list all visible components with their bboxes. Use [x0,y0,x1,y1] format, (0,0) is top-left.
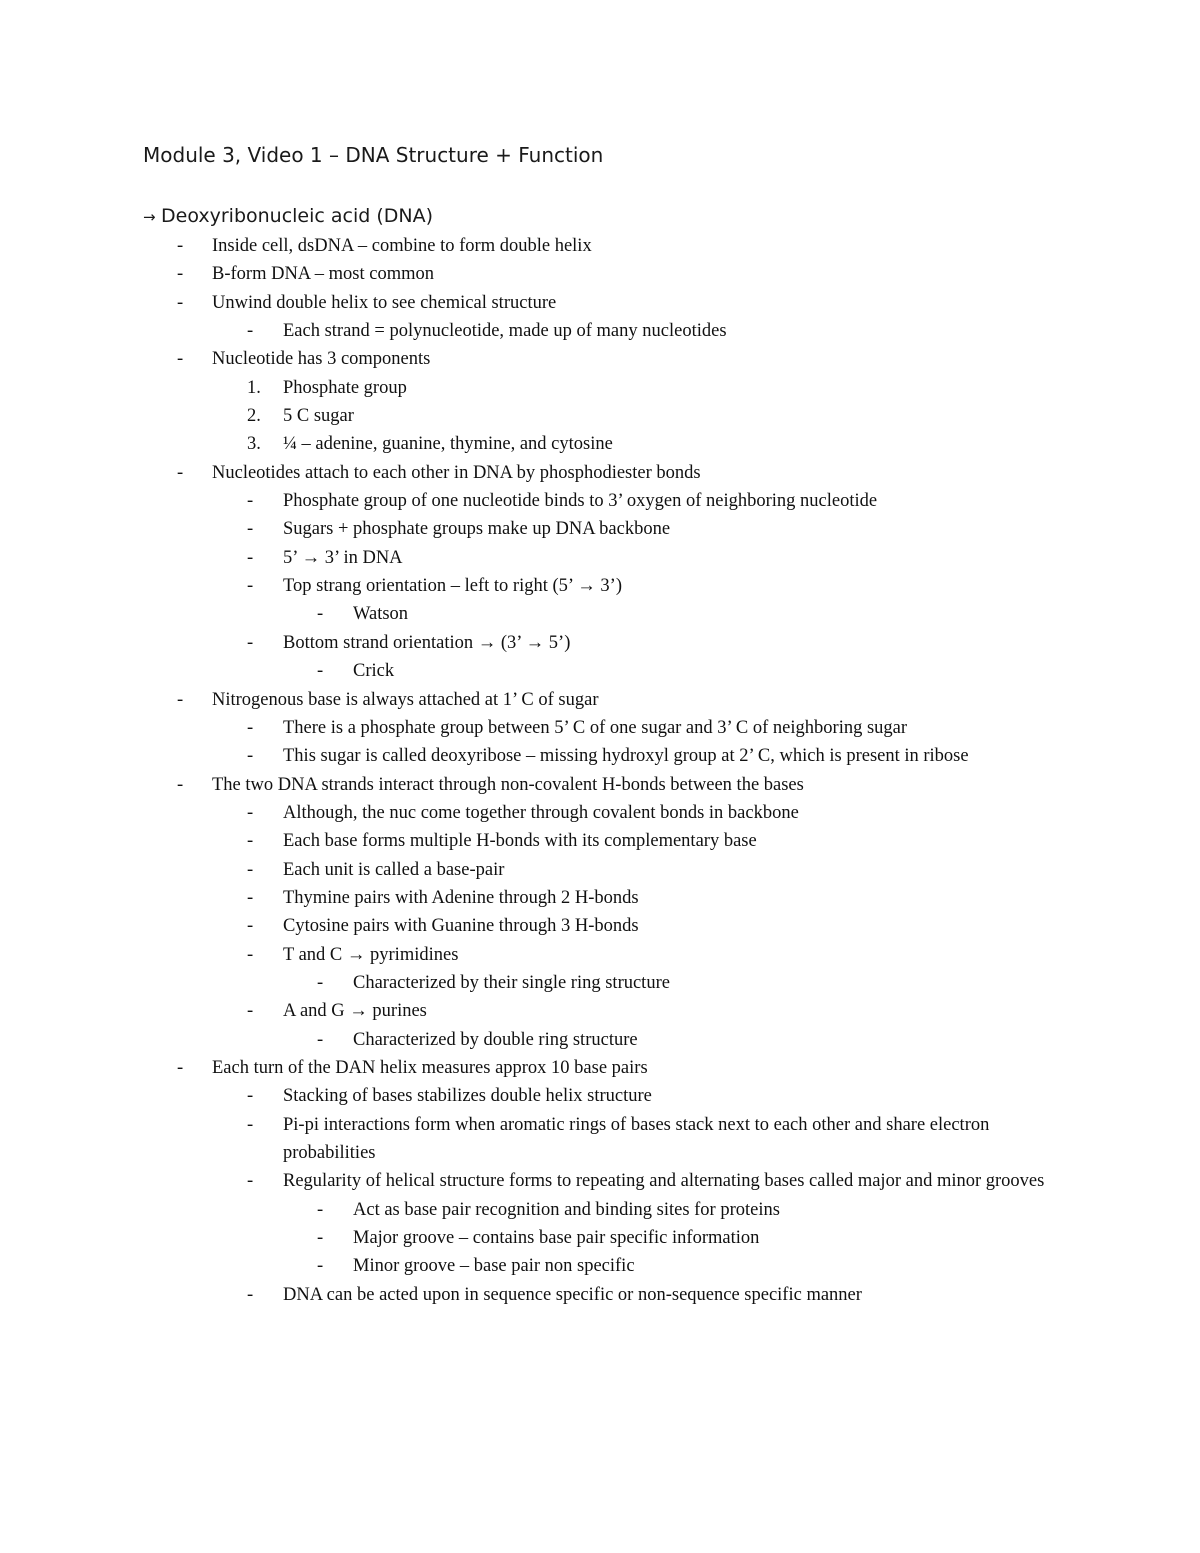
list-item-text: Sugars + phosphate groups make up DNA backbone [283,519,671,540]
bullet-marker: - [177,292,184,313]
list-item-text: Minor groove – base pair non specific [353,1256,635,1277]
list-item-text: Inside cell, dsDNA – combine to form double helix [212,236,592,256]
list-item [0,912,1200,940]
bullet-marker: - [247,632,254,653]
list-item [0,487,1200,515]
list-item-text: Phosphate group [283,377,407,398]
list-item [0,856,1200,884]
list-item-text: The two DNA strands interact through non-covalent H-bonds between the bases [212,774,804,795]
section-heading [143,202,433,231]
bullet-marker: - [177,1057,184,1078]
list-item-text: Phosphate group of one nucleotide binds to 3’ oxygen of neighboring nucleotide [283,491,878,512]
list-item-text: A and G → purines [283,1001,427,1022]
list-item-text: Thymine pairs with Adenine through 2 H-bonds [283,887,639,908]
bullet-marker: - [177,462,184,483]
bullet-marker: - [247,831,254,852]
list-item-text: Cytosine pairs with Guanine through 3 H-bonds [283,916,639,937]
list-item [0,629,1200,657]
bullet-marker: - [317,1199,324,1220]
bullet-marker: - [317,604,324,625]
bullet-marker: - [317,1228,324,1249]
list-item [0,686,1200,714]
bullet-marker: - [177,349,184,370]
list-item-text: Nitrogenous base is always attached at 1’ C of sugar [212,689,599,710]
section-heading-text: Deoxyribonucleic acid (DNA) [161,205,434,227]
list-item [0,941,1200,969]
list-item-text: Nucleotide has 3 components [212,349,431,370]
bullet-marker: - [247,519,254,540]
list-item [0,1252,1200,1280]
bullet-marker: - [177,236,184,256]
list-item-text: Although, the nuc come together through covalent bonds in backbone [283,802,799,823]
list-item [0,289,1200,317]
list-item [0,884,1200,912]
list-item-text: Regularity of helical structure forms to repeating and alternating bases called major and minor grooves [283,1171,1045,1192]
bullet-marker: - [317,1029,324,1050]
list-item-text: B-form DNA – most common [212,264,434,285]
list-item-text: Characterized by double ring structure [353,1029,638,1050]
list-item [0,260,1200,288]
bullet-marker: - [317,661,324,682]
bullet-marker: - [247,491,254,512]
list-item-text: Each turn of the DAN helix measures approx 10 base pairs [212,1057,648,1078]
bullet-marker: - [247,1001,254,1022]
list-item [0,997,1200,1025]
arrow-icon: → [143,208,156,226]
bullet-marker: - [177,264,184,285]
list-item [0,969,1200,997]
list-item-text: Each base forms multiple H-bonds with its complementary base [283,831,757,852]
list-item [0,742,1200,770]
list-item-text: Pi-pi interactions form when aromatic rings of bases stack next to each other and share electron probabilities [283,1114,990,1163]
list-item [0,1026,1200,1054]
list-item-text: Act as base pair recognition and binding sites for proteins [353,1199,780,1220]
list-item [0,459,1200,487]
list-item-text: Crick [353,661,395,682]
list-item [0,714,1200,742]
list-item-text: Watson [353,604,409,625]
bullet-marker: - [177,689,184,710]
list-item-text: 5 C sugar [283,406,354,427]
bullet-marker: - [247,321,254,342]
bullet-marker: - [247,887,254,908]
list-item-text: Stacking of bases stabilizes double helix structure [283,1086,652,1107]
list-item-text: Characterized by their single ring structure [353,972,670,993]
list-item-text: 5’ → 3’ in DNA [283,547,403,568]
list-item-text: Bottom strand orientation → (3’ → 5’) [283,632,571,653]
bullet-marker: - [247,1114,254,1135]
bullet-marker: - [247,1284,254,1305]
list-item [0,232,1200,260]
list-item-text: Top strang orientation – left to right (5’ → 3’) [283,576,622,597]
list-item-text: Unwind double helix to see chemical structure [212,292,557,313]
number-marker: 3. [247,434,261,455]
list-item [0,1196,1200,1224]
list-item [0,799,1200,827]
list-item [0,345,1200,373]
list-item [0,430,1200,458]
bullet-marker: - [177,774,184,795]
list-item [0,827,1200,855]
notes-list [0,232,1200,1309]
list-item [0,402,1200,430]
bullet-marker: - [247,746,254,767]
list-item [0,600,1200,628]
list-item [0,515,1200,543]
list-item-text: Each unit is called a base-pair [283,859,505,880]
list-item [0,657,1200,685]
list-item [0,1082,1200,1110]
list-item-text: ¼ – adenine, guanine, thymine, and cytosine [283,434,613,455]
list-item [0,1167,1200,1195]
list-item-text: There is a phosphate group between 5’ C of one sugar and 3’ C of neighboring sugar [283,717,908,738]
list-item-text: DNA can be acted upon in sequence specific or non-sequence specific manner [283,1284,862,1305]
list-item [0,572,1200,600]
list-item-text: Nucleotides attach to each other in DNA by phosphodiester bonds [212,462,701,483]
list-item [0,1054,1200,1082]
list-item [0,1111,1200,1168]
list-item-text: Major groove – contains base pair specific information [353,1228,760,1249]
document-title: Module 3, Video 1 – DNA Structure + Function [143,143,604,167]
list-item [0,771,1200,799]
list-item-text: Each strand = polynucleotide, made up of many nucleotides [283,321,727,342]
bullet-marker: - [247,944,254,965]
list-item-text: This sugar is called deoxyribose – missing hydroxyl group at 2’ C, which is present in ribose [283,746,969,767]
list-item [0,1224,1200,1252]
bullet-marker: - [247,859,254,880]
number-marker: 1. [247,377,261,398]
bullet-marker: - [317,1256,324,1277]
bullet-marker: - [247,717,254,738]
bullet-marker: - [247,547,254,568]
list-item [0,1281,1200,1309]
number-marker: 2. [247,406,261,427]
bullet-marker: - [317,972,324,993]
list-item [0,374,1200,402]
bullet-marker: - [247,916,254,937]
bullet-marker: - [247,1171,254,1192]
list-item [0,317,1200,345]
list-item [0,544,1200,572]
bullet-marker: - [247,576,254,597]
bullet-marker: - [247,1086,254,1107]
list-item-text: T and C → pyrimidines [283,944,459,965]
bullet-marker: - [247,802,254,823]
